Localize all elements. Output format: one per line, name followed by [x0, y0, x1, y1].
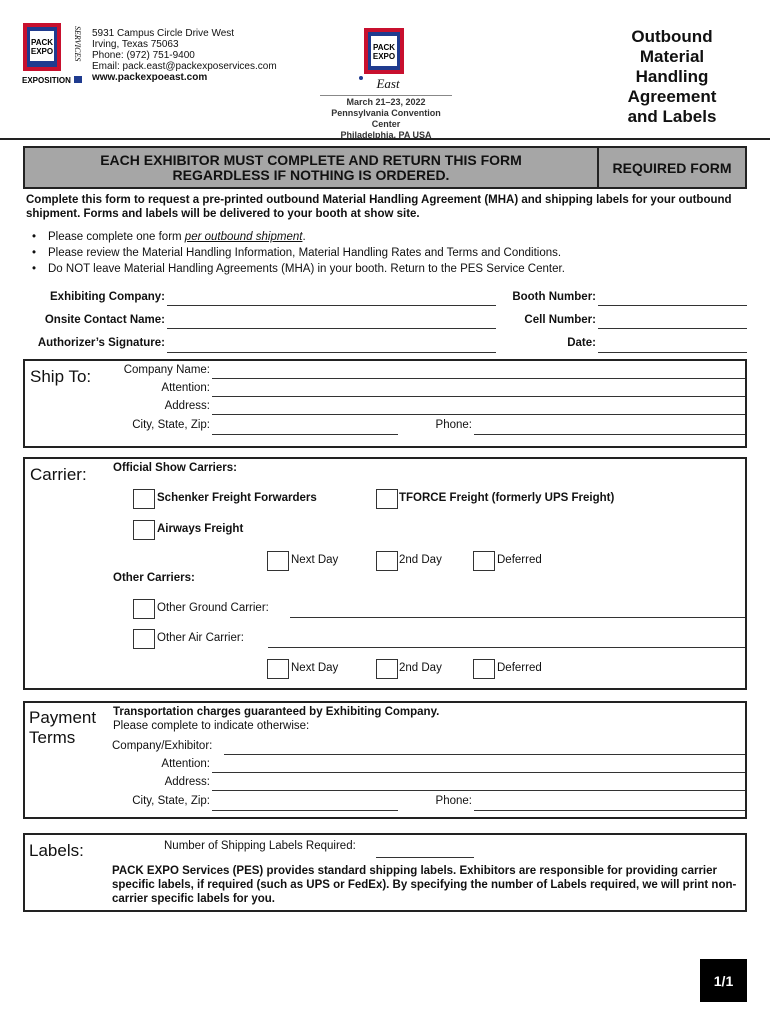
- ship-phone-label: Phone:: [435, 419, 472, 431]
- other-ground-field[interactable]: [290, 617, 745, 618]
- pay-phone-field[interactable]: [474, 810, 745, 811]
- other-deferred-checkbox[interactable]: [473, 659, 495, 679]
- ship-company-field[interactable]: [212, 378, 745, 379]
- title-line: Outbound: [631, 27, 713, 46]
- pay-city-field[interactable]: [212, 810, 398, 811]
- other-2nd-day-label: 2nd Day: [399, 662, 442, 674]
- onsite-contact-field[interactable]: [167, 328, 496, 329]
- required-banner: [23, 146, 747, 189]
- bullet-emphasis: per outbound shipment: [184, 231, 303, 243]
- list-item: • Please review the Material Handling Information, Material Handling Rates and Terms and Conditions.: [26, 245, 746, 261]
- title-line: Agreement: [627, 87, 717, 106]
- ship-attention-label: Attention:: [161, 382, 210, 394]
- pay-city-label: City, State, Zip:: [132, 795, 210, 807]
- ship-address-label: Address:: [164, 400, 210, 412]
- schenker-checkbox[interactable]: [133, 489, 155, 509]
- other-air-checkbox[interactable]: [133, 629, 155, 649]
- ship-attention-field[interactable]: [212, 396, 745, 397]
- other-deferred-label: Deferred: [497, 662, 542, 674]
- list-item: [26, 229, 746, 245]
- website-link[interactable]: www.packexpoeast.com: [92, 72, 208, 83]
- ship-company-label: Company Name:: [123, 364, 210, 376]
- event-date: March 21–23, 2022: [346, 97, 426, 107]
- other-next-day-checkbox[interactable]: [267, 659, 289, 679]
- labels-count-label: Number of Shipping Labels Required:: [164, 840, 356, 852]
- ship-phone-field[interactable]: [474, 434, 745, 435]
- event-info: [316, 97, 456, 141]
- address-line: Phone: (972) 751-9400: [92, 50, 195, 61]
- ship-city-label: City, State, Zip:: [132, 419, 210, 431]
- other-next-day-label: Next Day: [291, 662, 339, 674]
- company-address: [92, 28, 277, 83]
- pay-address-label: Address:: [164, 776, 210, 788]
- other-carriers-heading: Other Carriers:: [113, 572, 195, 584]
- other-air-label: Other Air Carrier:: [157, 632, 244, 644]
- pay-address-field[interactable]: [212, 790, 745, 791]
- date-label: Date:: [567, 337, 596, 349]
- exhibiting-company-label: Exhibiting Company:: [50, 291, 165, 303]
- required-form-label: REQUIRED FORM: [597, 148, 745, 187]
- other-air-field[interactable]: [268, 647, 745, 648]
- ship-city-field[interactable]: [212, 434, 398, 435]
- labels-title: Labels:: [29, 841, 84, 860]
- official-next-day-label: Next Day: [291, 554, 339, 566]
- pay-phone-label: Phone:: [435, 795, 472, 807]
- official-next-day-checkbox[interactable]: [267, 551, 289, 571]
- bullet-text: Please complete one form: [48, 231, 185, 243]
- pay-company-field[interactable]: [224, 754, 745, 755]
- official-2nd-day-checkbox[interactable]: [376, 551, 398, 571]
- other-ground-label: Other Ground Carrier:: [157, 602, 269, 614]
- event-city: Philadelphia, PA USA: [340, 130, 432, 140]
- onsite-contact-label: Onsite Contact Name:: [44, 314, 165, 326]
- official-carriers-heading: Official Show Carriers:: [113, 462, 237, 474]
- cell-number-field[interactable]: [598, 328, 747, 329]
- pay-attention-label: Attention:: [161, 758, 210, 770]
- pack-expo-services-logo: [22, 22, 84, 84]
- address-line: Email: pack.east@packexposervices.com: [92, 61, 277, 72]
- title-line: Terms: [29, 728, 76, 747]
- tforce-checkbox[interactable]: [376, 489, 398, 509]
- intro-text: Complete this form to request a pre-printed outbound Material Handling Agreement (MHA) and shipping labels for your outbound shipment. Forms and labels will be delivered to your booth at show site.: [26, 194, 732, 220]
- header-rule: [0, 138, 770, 140]
- official-deferred-label: Deferred: [497, 554, 542, 566]
- date-field[interactable]: [598, 352, 747, 353]
- labels-count-field[interactable]: [376, 857, 474, 858]
- event-subtitle: East: [376, 76, 400, 91]
- address-line: Irving, Texas 75063: [92, 39, 179, 50]
- pay-company-label: Company/Exhibitor:: [112, 740, 213, 752]
- payment-instruction-text: Please complete to indicate otherwise:: [113, 720, 310, 732]
- airways-checkbox[interactable]: [133, 520, 155, 540]
- pay-attention-field[interactable]: [212, 772, 745, 773]
- title-line: and Labels: [627, 107, 717, 126]
- carrier-title: Carrier:: [30, 465, 87, 484]
- authorizer-signature-field[interactable]: [167, 352, 496, 353]
- banner-line: REGARDLESS IF NOTHING IS ORDERED.: [172, 166, 450, 183]
- svg-text:EXPOSITION: EXPOSITION: [22, 76, 71, 84]
- tforce-label: TFORCE Freight (formerly UPS Freight): [399, 492, 615, 504]
- airways-label: Airways Freight: [157, 523, 244, 535]
- banner-instruction: [25, 148, 597, 187]
- booth-number-label: Booth Number:: [512, 291, 596, 303]
- ship-address-field[interactable]: [212, 414, 745, 415]
- booth-number-field[interactable]: [598, 305, 747, 306]
- event-divider: [320, 95, 452, 96]
- payment-terms-title: [29, 708, 96, 748]
- address-line: 5931 Campus Circle Drive West: [92, 28, 235, 39]
- exhibiting-company-field[interactable]: [167, 305, 496, 306]
- svg-text:PACK: PACK: [30, 38, 54, 47]
- other-ground-checkbox[interactable]: [133, 599, 155, 619]
- page-number: 1/1: [700, 959, 747, 1002]
- banner-line: EACH EXHIBITOR MUST COMPLETE AND RETURN THIS FORM: [100, 151, 522, 168]
- title-line: Payment: [29, 708, 97, 727]
- other-2nd-day-checkbox[interactable]: [376, 659, 398, 679]
- event-venue: Pennsylvania Convention Center: [331, 108, 441, 129]
- official-deferred-checkbox[interactable]: [473, 551, 495, 571]
- title-line: Material: [639, 47, 705, 66]
- cell-number-label: Cell Number:: [524, 314, 596, 326]
- document-title: [612, 27, 732, 127]
- labels-note: PACK EXPO Services (PES) provides standard shipping labels. Exhibitors are responsible for providing carrier specific labels, if required (such as UPS or FedEx). By specifying the number of Labels required, we will print non-carrier specific labels for you.: [112, 865, 737, 905]
- list-item: • Do NOT leave Material Handling Agreements (MHA) in your booth. Return to the PES Service Center.: [26, 261, 746, 277]
- svg-text:SERVICES: SERVICES: [73, 26, 82, 62]
- title-line: Handling: [635, 67, 709, 86]
- svg-text:EXPO: EXPO: [372, 52, 396, 61]
- authorizer-signature-label: Authorizer’s Signature:: [37, 337, 165, 349]
- bullet-text: .: [302, 231, 306, 243]
- schenker-label: Schenker Freight Forwarders: [157, 492, 317, 504]
- svg-text:EXPO: EXPO: [30, 47, 54, 56]
- ship-to-title: Ship To:: [30, 367, 92, 386]
- instruction-list: [26, 229, 746, 277]
- svg-text:PACK: PACK: [372, 43, 396, 52]
- official-2nd-day-label: 2nd Day: [399, 554, 442, 566]
- payment-guarantee-text: Transportation charges guaranteed by Exhibiting Company.: [113, 706, 440, 718]
